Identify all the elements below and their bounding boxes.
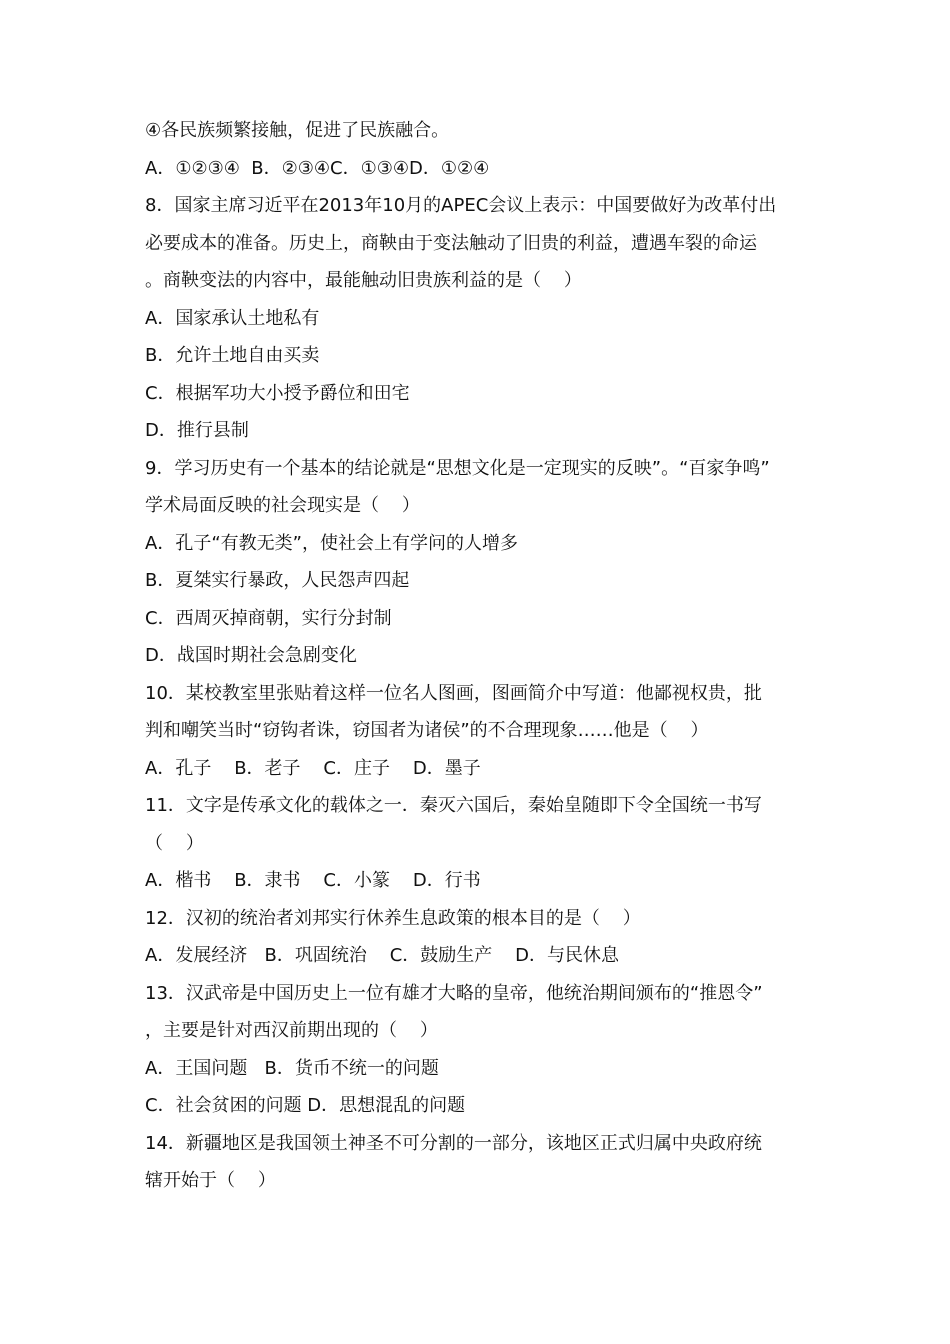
question-8-option-b: B．允许土地自由买卖 [145, 345, 320, 366]
question-8-option-d: D．推行县制 [145, 420, 249, 441]
question-10-line-2: 判和嘲笑当时“窃钩者诛，窃国者为诸侯”的不合理现象……他是（ ） [145, 720, 709, 741]
question-13: 13．汉武帝是中国历史上一位有雄才大略的皇帝，他统治期间颁布的“推恩令” [145, 982, 763, 1004]
question-9: 9．学习历史有一个基本的结论就是“思想文化是一定现实的反映”。“百家争鸣” [145, 457, 770, 479]
text-line: ④各民族频繁接触，促进了民族融合。 [145, 120, 450, 141]
question-11: 11．文字是传承文化的载体之一．秦灭六国后，秦始皇随即下令全国统一书写 [145, 795, 762, 816]
question-10-options: A．孔子 B．老子 C．庄子 D．墨子 [145, 757, 481, 779]
answer-options: A．①②③④ B．②③④C．①③④D．①②④ [145, 157, 490, 179]
question-8-line-2: 必要成本的准备。历史上，商鞅由于变法触动了旧贵的利益，遭遇车裂的命运 [145, 232, 757, 254]
question-11-options: A．楷书 B．隶书 C．小篆 D．行书 [145, 870, 481, 891]
question-8-option-a: A．国家承认土地私有 [145, 307, 320, 329]
question-13-options-cd: C．社会贫困的问题 D．思想混乱的问题 [145, 1095, 466, 1116]
question-11-line-2: （ ） [145, 832, 204, 854]
question-9-option-a: A．孔子“有教无类”，使社会上有学问的人增多 [145, 532, 518, 554]
question-10: 10．某校教室里张贴着这样一位名人图画，图画简介中写道：他鄙视权贵，批 [145, 682, 762, 704]
question-13-line-2: ，主要是针对西汉前期出现的（ ） [145, 1020, 438, 1041]
question-12: 12．汉初的统治者刘邦实行休养生息政策的根本目的是（ ） [145, 907, 641, 929]
question-12-options: A．发展经济 B．巩固统治 C．鼓励生产 D．与民休息 [145, 945, 620, 966]
question-9-option-c: C．西周灭掉商朝，实行分封制 [145, 607, 392, 629]
question-9-option-b: B．夏桀实行暴政，人民怨声四起 [145, 570, 410, 591]
question-8-line-3: 。商鞅变法的内容中，最能触动旧贵族利益的是（ ） [145, 270, 582, 291]
question-13-options-ab: A．王国问题 B．货币不统一的问题 [145, 1057, 439, 1079]
question-9-option-d: D．战国时期社会急剧变化 [145, 645, 357, 666]
question-9-line-2: 学术局面反映的社会现实是（ ） [145, 495, 420, 516]
question-14-line-2: 辖开始于（ ） [145, 1170, 276, 1191]
exam-page [145, 112, 810, 1200]
question-8-option-c: C．根据军功大小授予爵位和田宅 [145, 382, 410, 404]
question-14: 14．新疆地区是我国领土神圣不可分割的一部分，该地区正式归属中央政府统 [145, 1132, 762, 1154]
question-8: 8．国家主席习近平在2013年10月的APEC会议上表示：中国要做好为改革付出 [145, 195, 777, 216]
